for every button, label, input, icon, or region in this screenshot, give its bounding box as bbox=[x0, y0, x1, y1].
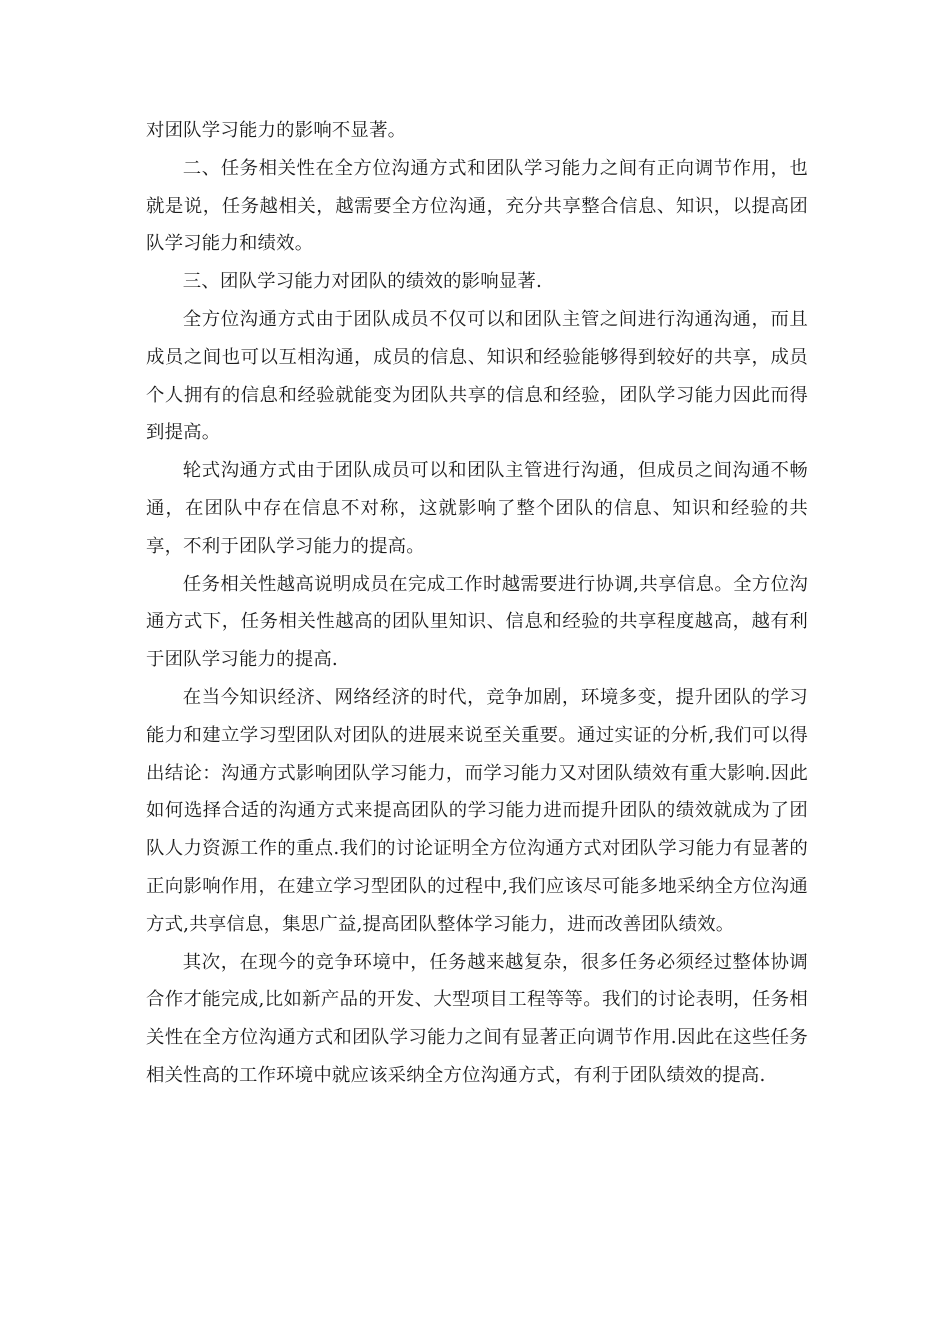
paragraph-task-relevance: 任务相关性越高说明成员在完成工作时越需要进行协调,共享信息。全方位沟通方式下，任务相关性越高的团队里知识、信息和经验的共享程度越高，越有利于团队学习能力的提高. bbox=[146, 573, 808, 671]
paragraph-all-channel: 全方位沟通方式由于团队成员不仅可以和团队主管之间进行沟通沟通，而且成员之间也可以互相沟通，成员的信息、知识和经验能够得到较好的共享，成员个人拥有的信息和经验就能变为团队共享的信息和经验，团队学习能力因此而得到提高。 bbox=[146, 308, 808, 444]
document-body bbox=[146, 112, 808, 1095]
paragraph-continuation: 对团队学习能力的影响不显著。 bbox=[146, 120, 407, 141]
paragraph-wheel: 轮式沟通方式由于团队成员可以和团队主管进行沟通，但成员之间沟通不畅通，在团队中存在信息不对称，这就影响了整个团队的信息、知识和经验的共享，不利于团队学习能力的提高。 bbox=[146, 460, 808, 557]
paragraph-conclusion-two: 二、任务相关性在全方位沟通方式和团队学习能力之间有正向调节作用，也就是说，任务越相关，越需要全方位沟通，充分共享整合信息、知识，以提高团队学习能力和绩效。 bbox=[146, 157, 808, 255]
paragraph-conclusion-three: 三、团队学习能力对团队的绩效的影响显著. bbox=[182, 271, 543, 293]
paragraph-secondly: 其次，在现今的竞争环境中，任务越来越复杂，很多任务必须经过整体协调合作才能完成,比如新产品的开发、大型项目工程等等。我们的讨论表明，任务相关性在全方位沟通方式和团队学习能力之间有显著正向调节作用.因此在这些任务相关性高的工作环境中就应该采纳全方位沟通方式，有利于团队绩效的提高. bbox=[146, 951, 808, 1086]
paragraph-knowledge-economy: 在当今知识经济、网络经济的时代，竞争加剧，环境多变，提升团队的学习能力和建立学习型团队对团队的进展来说至关重要。通过实证的分析,我们可以得出结论：沟通方式影响团队学习能力，而学习能力又对团队绩效有重大影响.因此如何选择合适的沟通方式来提高团队的学习能力进而提升团队的绩效就成为了团队人力资源工作的重点.我们的讨论证明全方位沟通方式对团队学习能力有显著的正向影响作用，在建立学习型团队的过程中,我们应该尽可能多地采纳全方位沟通方式,共享信息，集思广益,提高团队整体学习能力，进而改善团队绩效。 bbox=[146, 686, 808, 935]
